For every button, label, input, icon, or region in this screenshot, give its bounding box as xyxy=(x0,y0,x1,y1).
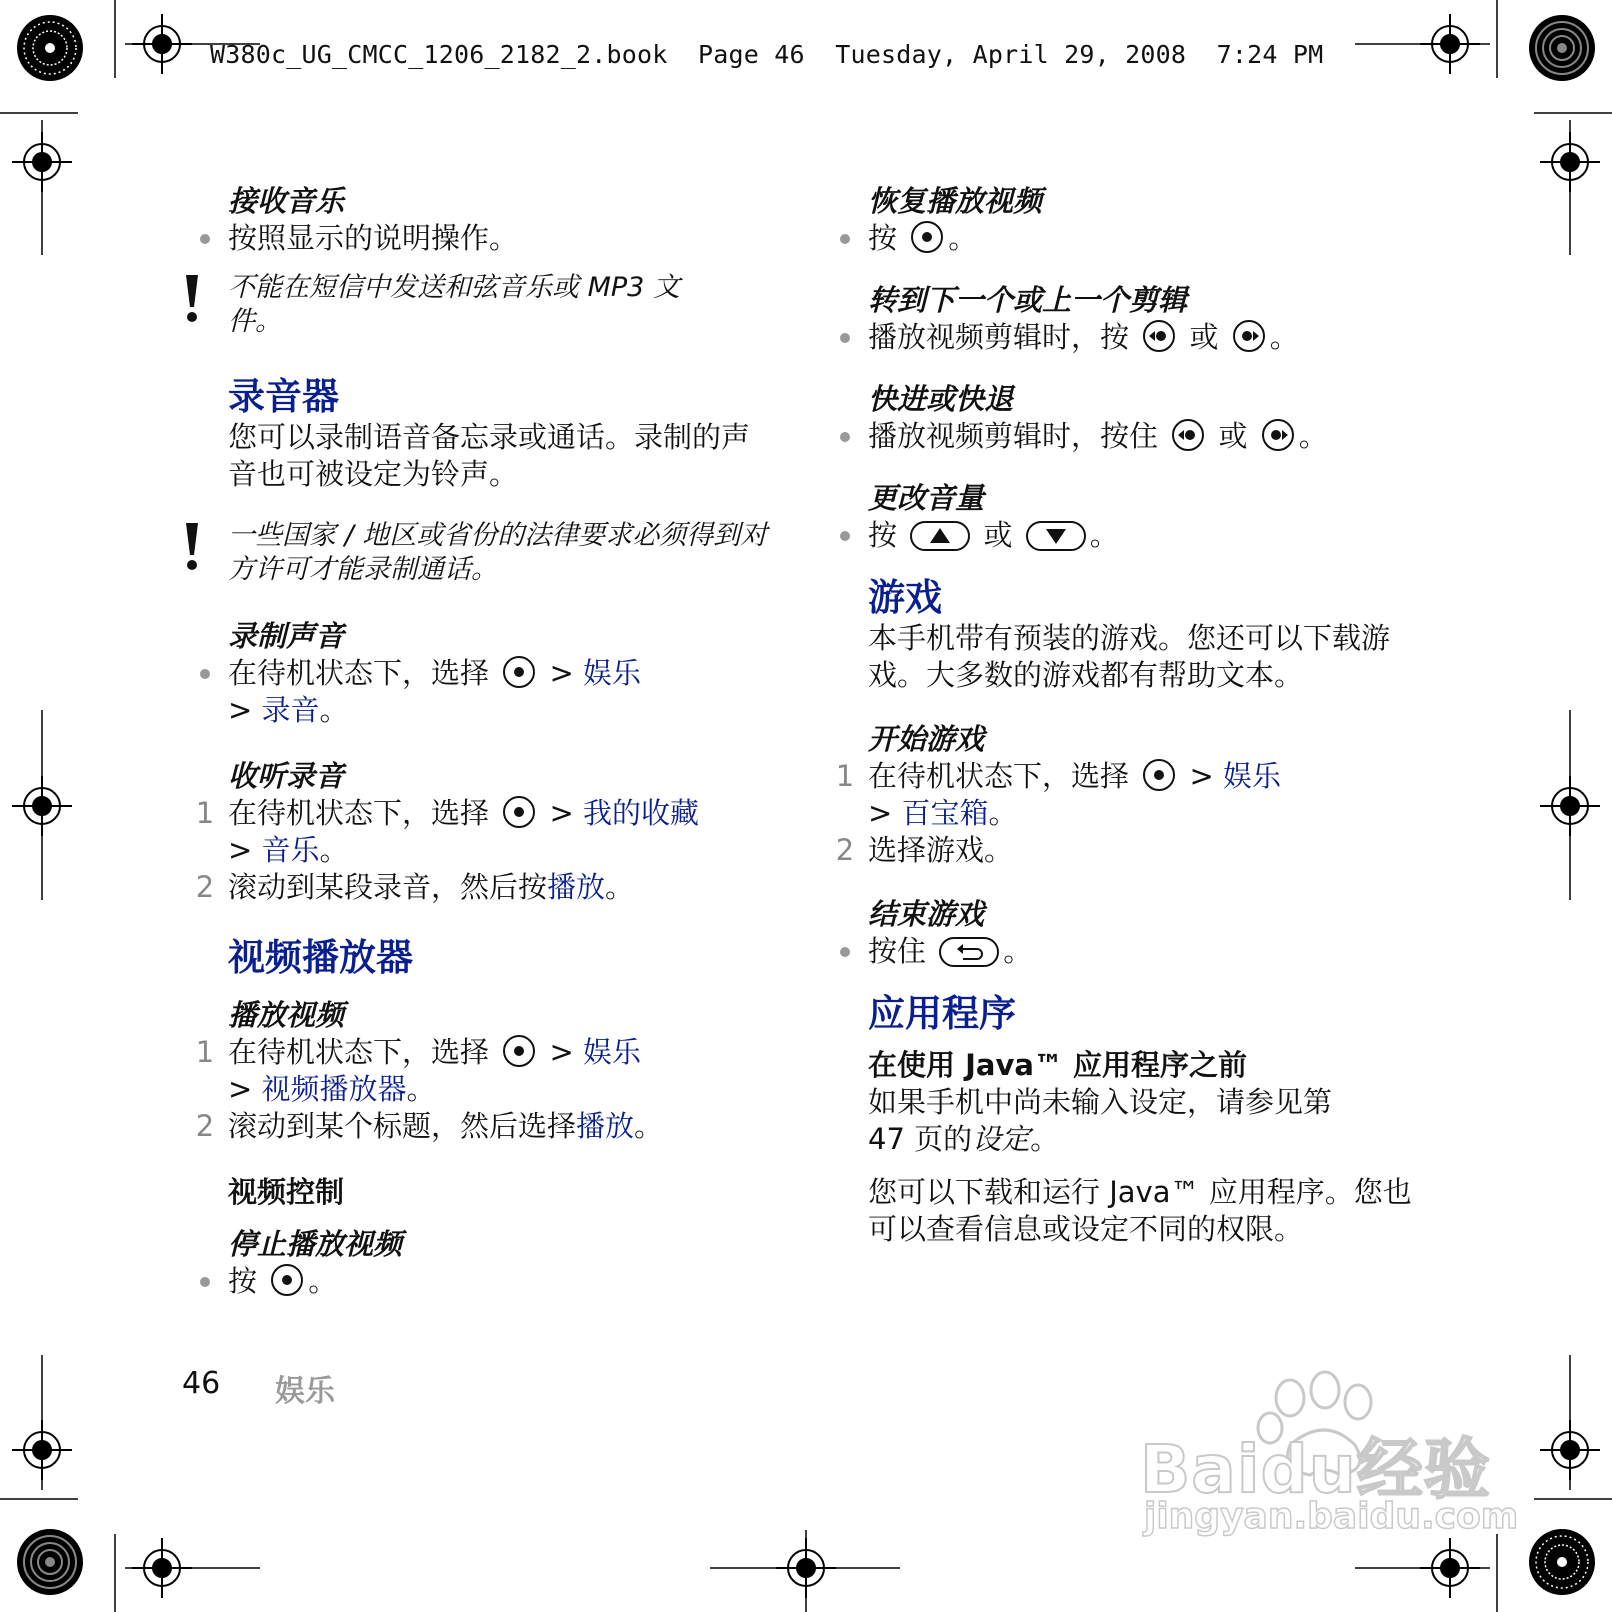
menu-path-record: 录音 xyxy=(261,693,320,727)
menu-separator: > xyxy=(228,1072,253,1106)
heading-resume-video: 恢复播放视频 xyxy=(868,184,1043,218)
heading-listen-recording: 收听录音 xyxy=(228,759,345,793)
heading-recorder: 录音器 xyxy=(228,375,339,418)
bullet-dot xyxy=(840,531,850,541)
text-pre: 在待机状态下，选择 xyxy=(228,656,490,690)
text-pre: 滚动到某段录音，然后按 xyxy=(228,870,548,904)
menu-path-music: 音乐 xyxy=(261,833,320,867)
menu-separator: > xyxy=(228,693,253,727)
warning-icon xyxy=(182,273,202,323)
step-number: 1 xyxy=(835,759,855,793)
step-text: 选择游戏。 xyxy=(868,833,1014,867)
bullet-next-prev-clip xyxy=(868,319,1428,356)
menu-path-play: 播放 xyxy=(547,870,606,904)
section-name: 娱乐 xyxy=(275,1374,335,1409)
heading-video-player: 视频播放器 xyxy=(228,936,413,979)
bullet-dot xyxy=(840,234,850,244)
text-end: 。 xyxy=(406,1072,436,1106)
text-pre: 如果手机中尚未输入设定，请参见第 47 页的 xyxy=(868,1085,1333,1156)
heading-record-sound: 录制声音 xyxy=(228,619,345,653)
text-pre: 按 xyxy=(228,1264,258,1298)
text-end: 。 xyxy=(1030,1122,1060,1156)
heading-receive-music: 接收音乐 xyxy=(228,184,345,218)
text-pre: 按住 xyxy=(868,934,927,968)
bullet-dot xyxy=(840,432,850,442)
volume-down-key-icon xyxy=(1026,521,1086,551)
heading-before-java: 在使用 Java™ 应用程序之前 xyxy=(868,1048,1248,1082)
text-pre: 播放视频剪辑时，按 xyxy=(868,320,1130,354)
step-play-1 xyxy=(195,1034,788,1108)
center-select-key-icon xyxy=(502,1034,536,1068)
text-or: 或 xyxy=(983,518,1013,552)
watermark-brand: Baidu经验 xyxy=(1140,1431,1491,1508)
bullet-receive-music xyxy=(228,220,788,257)
center-select-key-icon xyxy=(270,1263,304,1297)
text-end: 。 xyxy=(319,833,349,867)
right-column xyxy=(835,182,1428,1248)
page-number: 46 xyxy=(182,1366,221,1401)
center-select-key-icon xyxy=(502,795,536,829)
text-end: 。 xyxy=(605,870,635,904)
text-end: 。 xyxy=(1089,518,1119,552)
volume-up-key-icon xyxy=(910,521,970,551)
nav-right-key-icon xyxy=(1261,418,1295,452)
menu-path-play: 播放 xyxy=(576,1109,635,1143)
step-start-game-1 xyxy=(835,758,1428,832)
text-end: 。 xyxy=(1269,320,1299,354)
text-end: 。 xyxy=(948,221,978,255)
back-key-icon xyxy=(939,937,999,967)
text-pre: 按 xyxy=(868,518,898,552)
step-number: 1 xyxy=(195,796,215,830)
step-start-game-2 xyxy=(835,832,1428,869)
bullet-stop-video xyxy=(228,1263,788,1300)
watermark-url: jingyan.baidu.com xyxy=(1144,1496,1519,1537)
text-end: 。 xyxy=(1003,934,1033,968)
text-end: 。 xyxy=(1298,419,1328,453)
heading-play-video: 播放视频 xyxy=(228,998,345,1032)
text-pre: 在待机状态下，选择 xyxy=(868,759,1130,793)
left-column xyxy=(195,182,788,1300)
apps-body: 您可以下载和运行 Java™ 应用程序。您也可以查看信息或设定不同的权限。 xyxy=(868,1175,1412,1246)
note-receive-music xyxy=(228,271,688,339)
step-listen-1 xyxy=(195,795,788,869)
nav-left-key-icon xyxy=(1142,319,1176,353)
bullet-dot xyxy=(200,234,210,244)
bullet-text: 按照显示的说明操作。 xyxy=(228,221,519,255)
text-end: 。 xyxy=(308,1264,338,1298)
apps-before-body xyxy=(868,1084,1348,1158)
warning-icon xyxy=(182,521,202,571)
text-end: 。 xyxy=(988,796,1018,830)
step-play-2 xyxy=(195,1108,788,1145)
menu-separator: > xyxy=(868,796,893,830)
step-number: 2 xyxy=(835,833,855,867)
bullet-dot xyxy=(200,669,210,679)
text-or: 或 xyxy=(1189,320,1219,354)
step-number: 2 xyxy=(195,870,215,904)
heading-start-game: 开始游戏 xyxy=(868,722,985,756)
games-body: 本手机带有预装的游戏。您还可以下载游戏。大多数的游戏都有帮助文本。 xyxy=(868,621,1391,692)
heading-end-game: 结束游戏 xyxy=(868,897,985,931)
heading-next-prev-clip: 转到下一个或上一个剪辑 xyxy=(868,283,1188,317)
center-select-key-icon xyxy=(1142,758,1176,792)
note-recorder xyxy=(228,519,768,587)
center-select-key-icon xyxy=(910,220,944,254)
menu-path-video-player: 视频播放器 xyxy=(261,1072,407,1106)
bullet-dot xyxy=(840,947,850,957)
bullet-dot xyxy=(200,1277,210,1287)
step-number: 2 xyxy=(195,1109,215,1143)
step-listen-2 xyxy=(195,869,788,906)
menu-separator: > xyxy=(1189,759,1214,793)
menu-path-treasure-box: 百宝箱 xyxy=(901,796,989,830)
heading-stop-video: 停止播放视频 xyxy=(228,1227,403,1261)
heading-volume: 更改音量 xyxy=(868,481,985,515)
menu-path-entertainment: 娱乐 xyxy=(582,1035,641,1069)
step-number: 1 xyxy=(195,1035,215,1069)
bullet-volume xyxy=(868,517,1428,554)
bullet-ff-rw xyxy=(868,418,1428,455)
text-pre: 按 xyxy=(868,221,898,255)
bullet-dot xyxy=(840,333,850,343)
menu-separator: > xyxy=(549,1035,574,1069)
text-pre: 滚动到某个标题，然后选择 xyxy=(228,1109,577,1143)
nav-right-key-icon xyxy=(1232,319,1266,353)
menu-separator: > xyxy=(549,656,574,690)
print-slug: W380c_UG_CMCC_1206_2182_2.book Page 46 Tuesday, April 29, 2008 7:24 PM xyxy=(210,40,1324,69)
heading-apps: 应用程序 xyxy=(868,992,1016,1035)
bullet-resume-video xyxy=(868,220,1428,257)
bullet-record-sound xyxy=(228,655,788,729)
note-text: 不能在短信中发送和弦音乐或 MP3 文件。 xyxy=(228,272,680,337)
menu-separator: > xyxy=(228,833,253,867)
center-select-key-icon xyxy=(502,655,536,689)
text-pre: 播放视频剪辑时，按住 xyxy=(868,419,1159,453)
heading-video-control: 视频控制 xyxy=(228,1175,345,1209)
heading-games: 游戏 xyxy=(868,576,942,619)
menu-path-entertainment: 娱乐 xyxy=(582,656,641,690)
text-or: 或 xyxy=(1218,419,1248,453)
note-text: 一些国家 / 地区或省份的法律要求必须得到对方许可才能录制通话。 xyxy=(228,520,768,585)
text-pre: 在待机状态下，选择 xyxy=(228,1035,490,1069)
menu-separator: > xyxy=(549,796,574,830)
nav-left-key-icon xyxy=(1171,418,1205,452)
text-end: 。 xyxy=(319,693,349,727)
menu-path-entertainment: 娱乐 xyxy=(1222,759,1281,793)
bullet-end-game xyxy=(868,933,1428,970)
recorder-body: 您可以录制语音备忘录或通话。录制的声音也可被设定为铃声。 xyxy=(228,420,751,491)
text-end: 。 xyxy=(634,1109,664,1143)
heading-ff-rw: 快进或快退 xyxy=(868,382,1014,416)
settings-ref: 设定 xyxy=(972,1122,1031,1156)
text-pre: 在待机状态下，选择 xyxy=(228,796,490,830)
menu-path-my-collection: 我的收藏 xyxy=(582,796,699,830)
baidu-watermark xyxy=(1140,1370,1520,1550)
